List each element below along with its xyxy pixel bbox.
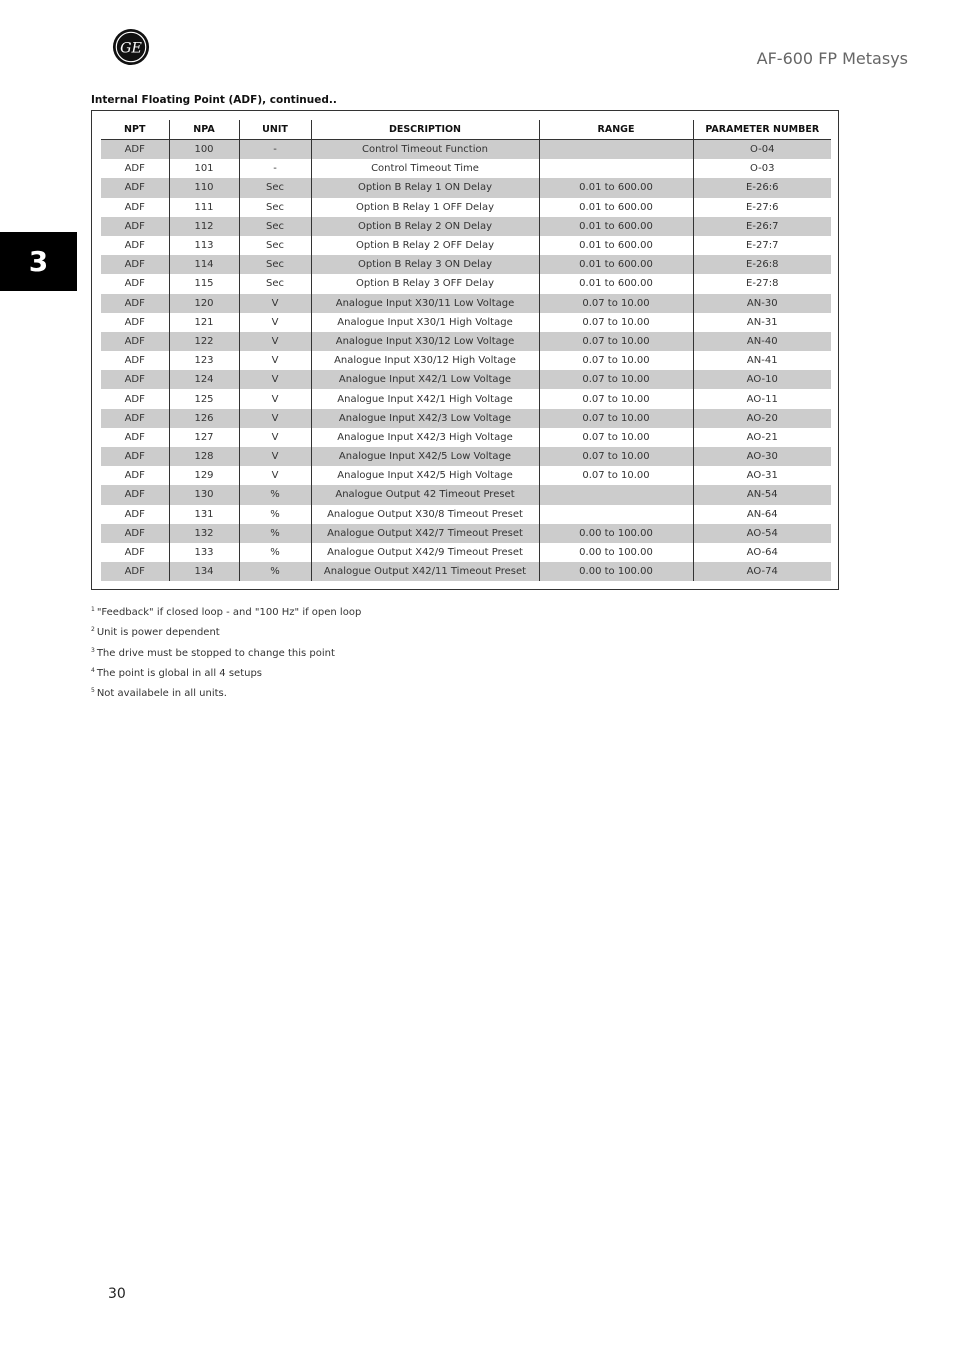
npt-cell: ADF	[124, 278, 145, 290]
range-cell: 0.01 to 600.00	[539, 217, 693, 236]
npt-cell: ADF	[101, 294, 169, 313]
description-cell: Analogue Input X30/1 High Voltage	[311, 313, 539, 332]
table-row	[101, 505, 831, 524]
column-header-range: RANGE	[539, 120, 693, 140]
parameter-number-cell: AN-40	[693, 332, 831, 351]
description-cell: Option B Relay 3 OFF Delay	[311, 274, 539, 293]
unit-cell: %	[239, 485, 311, 504]
description-cell: Analogue Output X30/8 Timeout Preset	[311, 505, 539, 524]
npt-cell: ADF	[101, 524, 169, 543]
npa-cell: 130	[169, 485, 239, 504]
range-cell: 0.07 to 10.00	[539, 332, 693, 351]
footnote-mark: 1	[91, 606, 95, 613]
parameter-number-cell: AN-30	[693, 294, 831, 313]
footnotes	[91, 606, 361, 707]
footnote	[91, 606, 361, 626]
description-cell: Analogue Input X42/5 High Voltage	[311, 466, 539, 485]
description-cell: Analogue Output 42 Timeout Preset	[311, 485, 539, 504]
range-cell: 0.00 to 100.00	[539, 524, 693, 543]
footnote-mark: 2	[91, 626, 95, 634]
description-cell: Analogue Input X30/11 Low Voltage	[311, 294, 539, 313]
footnote	[91, 687, 361, 707]
table-row	[101, 294, 831, 313]
range-cell	[539, 140, 693, 160]
range-cell: 0.07 to 10.00	[539, 389, 693, 408]
unit-cell: Sec	[239, 255, 311, 274]
parameter-number-cell: O-03	[693, 159, 831, 178]
column-header-npt: NPT	[101, 120, 169, 140]
range-cell: 0.01 to 600.00	[539, 274, 693, 293]
table-body	[101, 140, 831, 582]
unit-cell: Sec	[239, 236, 311, 255]
npa-cell: 113	[169, 236, 239, 255]
npa-cell: 128	[169, 447, 239, 466]
footnote	[91, 647, 361, 667]
npt-cell: ADF	[124, 547, 145, 559]
npt-cell: ADF	[101, 255, 169, 274]
parameter-number-cell: AN-31	[693, 313, 831, 332]
npt-cell: ADF	[101, 562, 169, 581]
range-cell: 0.01 to 600.00	[539, 198, 693, 217]
description-cell: Option B Relay 1 ON Delay	[311, 178, 539, 197]
npt-cell: ADF	[101, 332, 169, 351]
unit-cell: V	[239, 313, 311, 332]
description-cell: Control Timeout Time	[311, 159, 539, 178]
npt-cell: ADF	[101, 485, 169, 504]
footnote-text: Not availabele in all units.	[96, 688, 227, 700]
unit-cell: Sec	[239, 274, 311, 293]
npa-cell: 114	[169, 255, 239, 274]
npa-cell: 133	[169, 543, 239, 562]
npt-cell: ADF	[124, 240, 145, 252]
npa-cell: 126	[169, 409, 239, 428]
npa-cell: 110	[169, 178, 239, 197]
unit-cell: V	[239, 409, 311, 428]
range-cell: 0.07 to 10.00	[539, 409, 693, 428]
npt-cell: ADF	[124, 316, 145, 328]
adf-table	[101, 120, 831, 581]
unit-cell: %	[239, 524, 311, 543]
range-cell	[539, 159, 693, 178]
table-row	[101, 562, 831, 581]
table-row	[101, 409, 831, 428]
table-row	[101, 351, 831, 370]
npa-cell: 120	[169, 294, 239, 313]
footnote-mark: 5	[91, 687, 95, 695]
npa-cell: 129	[169, 466, 239, 485]
npa-cell: 124	[169, 370, 239, 389]
description-cell: Analogue Output X42/7 Timeout Preset	[311, 524, 539, 543]
table-row	[101, 159, 831, 178]
unit-cell: V	[239, 370, 311, 389]
footnote-text: The point is global in all 4 setups	[96, 667, 263, 679]
description-cell: Analogue Output X42/11 Timeout Preset	[311, 562, 539, 581]
range-cell: 0.07 to 10.00	[539, 428, 693, 447]
parameter-number-cell: E-26:6	[693, 178, 831, 197]
parameter-number-cell: E-26:7	[693, 217, 831, 236]
description-cell: Analogue Input X42/3 High Voltage	[311, 428, 539, 447]
table-row	[101, 255, 831, 274]
parameter-number-cell: AN-64	[693, 505, 831, 524]
npt-cell: ADF	[101, 370, 169, 389]
npt-cell: ADF	[124, 201, 145, 213]
table-row	[101, 236, 831, 255]
description-cell: Analogue Input X30/12 High Voltage	[311, 351, 539, 370]
footnote-text: Unit is power dependent	[96, 627, 220, 639]
range-cell: 0.07 to 10.00	[539, 351, 693, 370]
unit-cell: Sec	[239, 178, 311, 197]
description-cell: Option B Relay 1 OFF Delay	[311, 198, 539, 217]
table-row	[101, 428, 831, 447]
parameter-number-cell: AO-11	[693, 389, 831, 408]
unit-cell: Sec	[239, 217, 311, 236]
npa-cell: 101	[169, 159, 239, 178]
unit-cell: V	[239, 389, 311, 408]
description-cell: Option B Relay 3 ON Delay	[311, 255, 539, 274]
npt-cell: ADF	[101, 409, 169, 428]
description-cell: Option B Relay 2 ON Delay	[311, 217, 539, 236]
parameter-number-cell: AO-30	[693, 447, 831, 466]
parameter-number-cell: E-27:7	[693, 236, 831, 255]
parameter-number-cell: AO-31	[693, 466, 831, 485]
table-row	[101, 178, 831, 197]
npa-cell: 132	[169, 524, 239, 543]
table-row	[101, 198, 831, 217]
table-row	[101, 524, 831, 543]
footnote-text: "Feedback" if closed loop - and "100 Hz" if open loop	[96, 607, 362, 618]
range-cell	[539, 505, 693, 524]
column-header-npa: NPA	[169, 120, 239, 140]
unit-cell: V	[239, 332, 311, 351]
range-cell: 0.00 to 100.00	[539, 543, 693, 562]
table-row	[101, 485, 831, 504]
range-cell	[539, 485, 693, 504]
npa-cell: 134	[169, 562, 239, 581]
description-cell: Analogue Input X30/12 Low Voltage	[311, 332, 539, 351]
npt-cell: ADF	[124, 163, 145, 175]
footnote-mark: 3	[91, 646, 95, 654]
npa-cell: 100	[169, 140, 239, 160]
npa-cell: 111	[169, 198, 239, 217]
table-row	[101, 543, 831, 562]
footnote-text: The drive must be stopped to change this point	[96, 647, 335, 659]
section-title: Internal Floating Point (ADF), continued..	[91, 94, 337, 106]
unit-cell: -	[239, 140, 311, 160]
page-number: 30	[108, 1286, 126, 1302]
description-cell: Analogue Input X42/1 High Voltage	[311, 389, 539, 408]
npt-cell: ADF	[101, 447, 169, 466]
range-cell: 0.07 to 10.00	[539, 313, 693, 332]
table-row	[101, 140, 831, 160]
npa-cell: 115	[169, 274, 239, 293]
parameter-number-cell: E-27:8	[693, 274, 831, 293]
npt-cell: ADF	[124, 470, 145, 482]
unit-cell: %	[239, 562, 311, 581]
unit-cell: V	[239, 466, 311, 485]
table-row	[101, 217, 831, 236]
description-cell: Option B Relay 2 OFF Delay	[311, 236, 539, 255]
parameter-number-cell: AO-64	[693, 543, 831, 562]
parameter-number-cell: E-27:6	[693, 198, 831, 217]
table-header-row	[101, 120, 831, 140]
parameter-number-cell: AO-10	[693, 370, 831, 389]
table-row	[101, 466, 831, 485]
ge-logo-text: GE	[120, 40, 142, 57]
npa-cell: 125	[169, 389, 239, 408]
description-cell: Control Timeout Function	[311, 140, 539, 160]
range-cell: 0.07 to 10.00	[539, 466, 693, 485]
range-cell: 0.01 to 600.00	[539, 178, 693, 197]
unit-cell: %	[239, 543, 311, 562]
npt-cell: ADF	[124, 508, 145, 520]
table-row	[101, 274, 831, 293]
description-cell: Analogue Input X42/5 Low Voltage	[311, 447, 539, 466]
parameter-number-cell: AO-54	[693, 524, 831, 543]
parameter-number-cell: AO-20	[693, 409, 831, 428]
npt-cell: ADF	[101, 140, 169, 160]
npt-cell: ADF	[124, 393, 145, 405]
npt-cell: ADF	[124, 431, 145, 443]
unit-cell: V	[239, 351, 311, 370]
npa-cell: 121	[169, 313, 239, 332]
chapter-tab: 3	[0, 232, 77, 291]
description-cell: Analogue Input X42/3 Low Voltage	[311, 409, 539, 428]
parameter-number-cell: E-26:8	[693, 255, 831, 274]
range-cell: 0.07 to 10.00	[539, 447, 693, 466]
table-row	[101, 447, 831, 466]
table-row	[101, 389, 831, 408]
unit-cell: Sec	[239, 198, 311, 217]
range-cell: 0.07 to 10.00	[539, 294, 693, 313]
npa-cell: 127	[169, 428, 239, 447]
footnote-mark: 4	[91, 666, 95, 674]
unit-cell: V	[239, 428, 311, 447]
range-cell: 0.00 to 100.00	[539, 562, 693, 581]
range-cell: 0.01 to 600.00	[539, 255, 693, 274]
column-header-unit: UNIT	[239, 120, 311, 140]
unit-cell: V	[239, 447, 311, 466]
npa-cell: 112	[169, 217, 239, 236]
description-cell: Analogue Output X42/9 Timeout Preset	[311, 543, 539, 562]
unit-cell: %	[239, 505, 311, 524]
footnote	[91, 667, 361, 687]
table-row	[101, 332, 831, 351]
unit-cell: -	[239, 159, 311, 178]
npt-cell: ADF	[101, 217, 169, 236]
ge-logo-icon	[112, 28, 150, 66]
column-header-parameter-number: PARAMETER NUMBER	[693, 120, 831, 140]
description-cell: Analogue Input X42/1 Low Voltage	[311, 370, 539, 389]
unit-cell: V	[239, 294, 311, 313]
npa-cell: 122	[169, 332, 239, 351]
range-cell: 0.07 to 10.00	[539, 370, 693, 389]
npa-cell: 123	[169, 351, 239, 370]
parameter-number-cell: AN-54	[693, 485, 831, 504]
npa-cell: 131	[169, 505, 239, 524]
table-row	[101, 313, 831, 332]
parameter-number-cell: O-04	[693, 140, 831, 160]
npt-cell: ADF	[101, 178, 169, 197]
parameter-number-cell: AO-74	[693, 562, 831, 581]
doc-title: AF-600 FP Metasys	[756, 49, 908, 68]
table-row	[101, 370, 831, 389]
parameter-number-cell: AN-41	[693, 351, 831, 370]
column-header-description: DESCRIPTION	[311, 120, 539, 140]
range-cell: 0.01 to 600.00	[539, 236, 693, 255]
footnote	[91, 626, 361, 646]
npt-cell: ADF	[124, 355, 145, 367]
parameter-number-cell: AO-21	[693, 428, 831, 447]
table-frame	[91, 110, 839, 590]
